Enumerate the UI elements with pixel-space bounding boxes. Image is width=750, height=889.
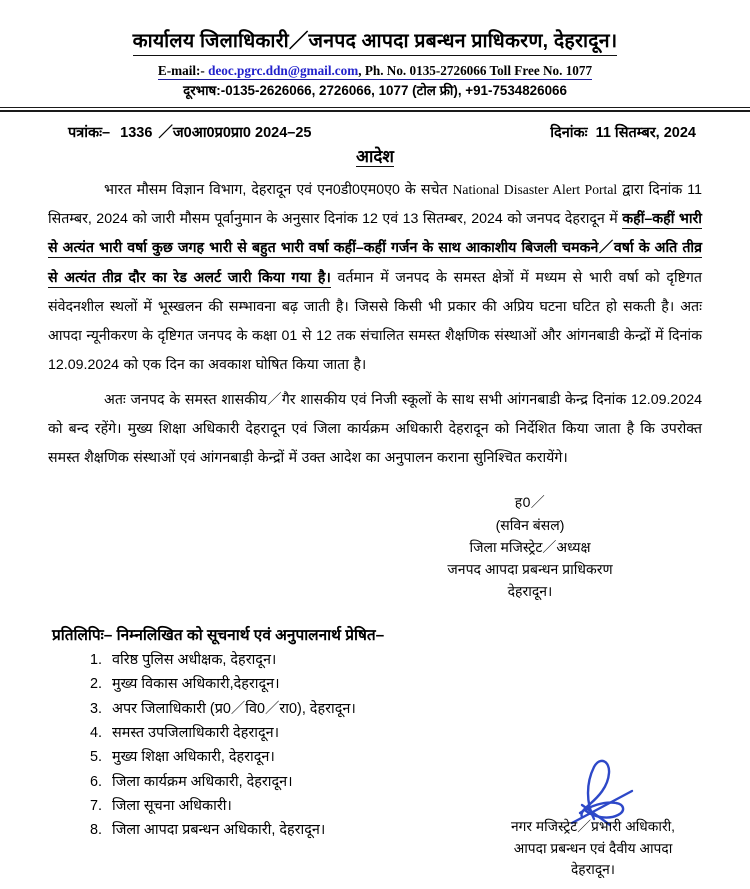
email-label: E-mail:-	[157, 63, 205, 79]
secondary-department: आपदा प्रबन्धन एवं दैवीय आपदा	[513, 840, 673, 856]
list-item: 3. अपर जिलाधिकारी (प्र0／वि0／रा0), देहरादून।	[106, 698, 702, 721]
para1-segment-2: द्वारा दिनांक 11 सितम्बर, 2024 को जारी मौसम पूर्वानुमान के अनुसार दिनांक 12 एवं 13 सितम्बर, 2024 को जनपद देहरादून में	[48, 181, 703, 228]
copy-heading: प्रतिलिपिः– निम्नलिखित को सूचनार्थ एवं अनुपालनार्थ प्रेषित–	[52, 626, 385, 644]
para1-segment-1: भारत मौसम विज्ञान विभाग, देहरादून एवं एन0डी0एम0ए0 के सचेत	[104, 181, 453, 198]
order-title-text: आदेश	[356, 146, 394, 166]
letterhead	[48, 0, 702, 100]
copy-distribution-section	[48, 624, 702, 843]
header-divider	[0, 107, 750, 112]
signature-block-primary	[380, 491, 680, 602]
list-item: 6. जिला कार्यक्रम अधिकारी, देहरादून।	[106, 771, 702, 794]
order-title	[48, 144, 702, 167]
date-label: दिनांकः	[550, 124, 588, 141]
list-item: 2. मुख्य विकास अधिकारी,देहरादून।	[106, 673, 702, 696]
email-address[interactable]: deoc.pgrc.ddn@gmail.com	[208, 63, 359, 79]
reference-row	[48, 121, 702, 142]
list-item: 1. वरिष्ठ पुलिस अधीक्षक, देहरादून।	[106, 649, 702, 672]
document-body	[48, 176, 702, 474]
signatory-authority: जनपद आपदा प्रबन्धन प्राधिकरण	[447, 560, 613, 577]
letter-label: पत्रांकः–	[68, 124, 111, 141]
para2-text: अतः जनपद के समस्त शासकीय／गैर शासकीय एवं निजी स्कूलों के साथ सभी आंगनबाडी केन्द्र दिनांक 12.09.2024 को बन्द रहेंगे। मुख्य शिक्षा अधिकारी देहरादून एवं जिला कार्यक्रम अधिकारी देहरादून को निर्देशित किया जाता है कि उपरोक्त समस्त शैक्षणिक संस्थाओं एवं आंगनबाड़ी केन्द्रों में उक्त आदेश का अनुपालन कराना सुनिश्चित करायेंगे।	[48, 391, 702, 467]
list-item: 8. जिला आपदा प्रबन्धन अधिकारी, देहरादून।	[106, 819, 702, 842]
para1-segment-3: वर्तमान में जनपद के समस्त क्षेत्रों में मध्यम से भारी वर्षा को दृष्टिगत संवेदनशील स्थलों में भूस्खलन की सम्भावना बढ़ जाती है। जिससे किसी भी प्रकार की अप्रिय घटना घटित हो सकती है। अतः आपदा न्यूनीकरण के दृष्टिगत जनपद के कक्षा 01 से 12 तक संचालित समस्त शैक्षणिक संस्थाओं और आंगनबाडी केन्द्रों में दिनांक 12.09.2024 को एक दिन का अवकाश घोषित किया जाता है।	[48, 269, 703, 374]
date-value: 11 सितम्बर, 2024	[595, 124, 696, 141]
copy-recipient-list	[48, 649, 702, 843]
letter-number: 1336	[120, 124, 153, 141]
signatory-name: (सविन बंसल)	[495, 516, 565, 533]
signatory-designation: जिला मजिस्ट्रेट／अध्यक्ष	[469, 538, 591, 555]
red-alert-emphasis: कहीं–कहीं भारी से अत्यंत भारी वर्षा कुछ जगह भारी से बहुत भारी वर्षा कहीं–कहीं गर्जन के साथ आकाशीय बिजली चमकने／वर्षा के अति तीव्र से अत्यंत तीव्र दौर का रेड अलर्ट जारी किया गया है।	[48, 211, 702, 286]
secondary-location: देहरादून।	[570, 862, 616, 878]
signature-block-secondary	[462, 816, 724, 881]
letter-reference	[68, 121, 311, 142]
list-item: 5. मुख्य शिक्षा अधिकारी, देहरादून।	[106, 746, 702, 769]
secondary-designation: नगर मजिस्ट्रेट／प्रभारी अधिकारी,	[510, 819, 676, 835]
telephone-line: दूरभाष:-0135-2626066, 2726066, 1077 (टोल फ्री), +91-7534826066	[183, 83, 567, 99]
signature-ho: ह0／	[514, 494, 546, 511]
paragraph-2	[48, 386, 702, 474]
email-contact-line	[158, 62, 592, 80]
para1-latin-phrase: National Disaster Alert Portal	[452, 181, 618, 197]
list-item: 7. जिला सूचना अधिकारी।	[106, 795, 702, 818]
phone-info: , Ph. No. 0135-2726066 Toll Free No. 1077	[358, 63, 593, 79]
office-title: कार्यालय जिलाधिकारी／जनपद आपदा प्रबन्धन प्राधिकरण, देहरादून।	[133, 28, 618, 56]
signatory-location: देहरादून।	[507, 582, 553, 599]
paragraph-1	[48, 176, 702, 381]
list-item: 4. समस्त उपजिलाधिकारी देहरादून।	[106, 722, 702, 745]
letter-date	[550, 122, 696, 142]
letter-suffix: ／ज0आ0प्र0प्रा0 2024–25	[158, 124, 312, 141]
